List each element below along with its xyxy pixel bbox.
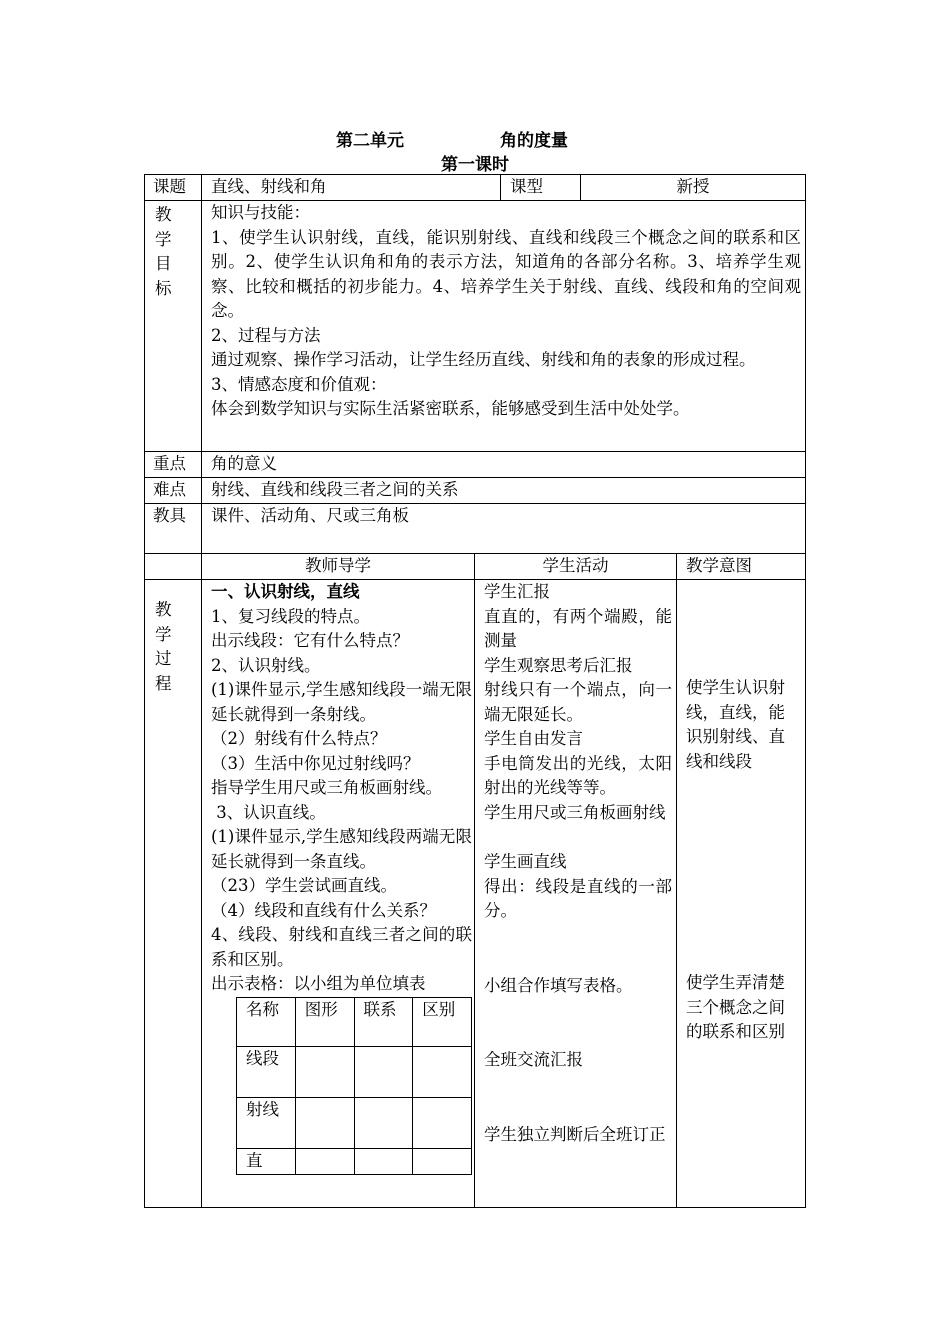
student-line: 学生独立判断后全班订正	[484, 1124, 666, 1144]
teaching-intent	[677, 580, 806, 1208]
section-heading: 一、认识射线，直线	[211, 582, 360, 601]
teacher-line: （23）学生尝试画直线。	[211, 876, 397, 895]
comparison-cell	[413, 1097, 472, 1148]
student-line: 学生画直线	[484, 852, 567, 871]
student-line	[484, 1023, 672, 1048]
lesson-title: 第一课时	[441, 155, 509, 175]
objectives-label: 教 学 目 标	[145, 201, 202, 452]
teacher-line: 2、认识射线。	[211, 655, 321, 675]
key-point-row	[145, 452, 806, 478]
lesson-plan-table	[144, 174, 806, 1208]
teacher-line: 3、认识直线。	[211, 802, 326, 822]
unit-topic: 角的度量	[500, 131, 568, 151]
type-value: 新授	[581, 175, 806, 201]
comparison-cell	[295, 1046, 354, 1097]
teacher-line: 4、线段、射线和直线三者之间的联系和区别。	[211, 925, 472, 969]
objectives-row	[145, 201, 806, 452]
unit-title: 第二单元	[336, 131, 404, 151]
tools-row	[145, 504, 806, 554]
student-line: 学生用尺或三角板画射线	[484, 802, 666, 822]
teacher-line: (1)课件显示,学生感知线段两端无限延长就得到一条直线。	[211, 827, 472, 871]
comparison-cell	[354, 1046, 413, 1097]
comparison-header: 联系	[354, 997, 413, 1046]
key-point-value: 角的意义	[202, 452, 806, 478]
difficulty-label: 难点	[145, 478, 202, 504]
objectives-content	[202, 201, 806, 452]
student-line: 学生自由发言	[484, 729, 583, 748]
process-label: 教 学 过 程	[145, 580, 202, 1208]
difficulty-row	[145, 478, 806, 504]
col-student-header: 学生活动	[475, 554, 677, 580]
student-line: 学生汇报	[484, 582, 550, 601]
student-line: 全班交流汇报	[484, 1050, 583, 1069]
teacher-line: 1、复习线段的特点。	[211, 606, 370, 626]
student-line	[484, 825, 672, 850]
teacher-line: 出示表格：以小组为单位填表	[211, 974, 426, 993]
comparison-cell	[295, 1148, 354, 1174]
comparison-cell	[354, 1148, 413, 1174]
comparison-header: 名称	[237, 997, 296, 1046]
comparison-row-label: 线段	[237, 1046, 296, 1097]
comparison-cell	[295, 1097, 354, 1148]
process-row	[145, 580, 806, 1208]
tools-value: 课件、活动角、尺或三角板	[202, 504, 806, 554]
col-teacher-header: 教师导学	[202, 554, 475, 580]
student-line	[484, 998, 672, 1023]
process-header-row	[145, 554, 806, 580]
comparison-table	[236, 997, 472, 1175]
comparison-row-label: 射线	[237, 1097, 296, 1148]
intent-text: 使学生弄清楚三个概念之间的联系和区别	[686, 973, 786, 1041]
student-line: 手电筒发出的光线，太阳射出的光线等等。	[484, 753, 673, 797]
comparison-cell	[413, 1148, 472, 1174]
col-intent-header: 教学意图	[677, 554, 806, 580]
student-line: 得出：线段是直线的一部分。	[484, 876, 673, 920]
teacher-guide	[202, 580, 475, 1208]
comparison-row-label: 直	[237, 1148, 296, 1174]
comparison-header: 区别	[413, 997, 472, 1046]
teacher-line: （4）线段和直线有什么关系？	[211, 900, 436, 920]
teacher-line: （2）射线有什么特点？	[211, 729, 387, 748]
teacher-line: (1)课件显示,学生感知线段一端无限延长就得到一条射线。	[211, 680, 472, 724]
objective-line: 通过观察、操作学习活动，让学生经历直线、射线和角的表象的形成过程。	[211, 350, 756, 369]
comparison-cell	[354, 1097, 413, 1148]
teacher-line: （3）生活中你见过射线吗？	[211, 753, 420, 773]
teacher-line: 出示线段：它有什么特点？	[211, 631, 409, 650]
objective-line: 3、情感态度和价值观：	[211, 374, 387, 394]
topic-value: 直线、射线和角	[202, 175, 501, 201]
objective-line: 1、使学生认识射线，直线，能识别射线、直线和线段三个概念之间的联系和区别。2、使学生认识角和角的表示方法，知道角的各部分名称。3、培养学生观察、比较和概括的初步能力。4、培养学生关于射线、直线、线段和角的空间观念。	[211, 227, 802, 320]
student-line	[484, 1073, 672, 1098]
topic-label: 课题	[145, 175, 202, 201]
student-line	[484, 924, 672, 949]
intent-text: 使学生认识射线，直线，能识别射线、直线和线段	[686, 678, 786, 771]
topic-row	[145, 175, 806, 201]
student-line	[484, 949, 672, 974]
teacher-line: 指导学生用尺或三角板画射线。	[211, 778, 442, 797]
difficulty-value: 射线、直线和线段三者之间的关系	[202, 478, 806, 504]
objective-line: 2、过程与方法	[211, 325, 321, 345]
comparison-header: 图形	[295, 997, 354, 1046]
student-line: 射线只有一个端点，向一端无限延长。	[484, 680, 673, 724]
tools-label: 教具	[145, 504, 202, 554]
student-line	[484, 1098, 672, 1123]
comparison-cell	[413, 1046, 472, 1097]
key-point-label: 重点	[145, 452, 202, 478]
student-line: 小组合作填写表格。	[484, 975, 633, 995]
type-label: 课型	[501, 175, 581, 201]
objective-line: 知识与技能：	[211, 203, 310, 222]
student-activity	[475, 580, 677, 1208]
student-line: 直直的，有两个端殿，能测量	[484, 606, 673, 650]
student-line: 学生观察思考后汇报	[484, 655, 633, 675]
objective-line: 体会到数学知识与实际生活紧密联系，能够感受到生活中处处学。	[211, 399, 690, 418]
